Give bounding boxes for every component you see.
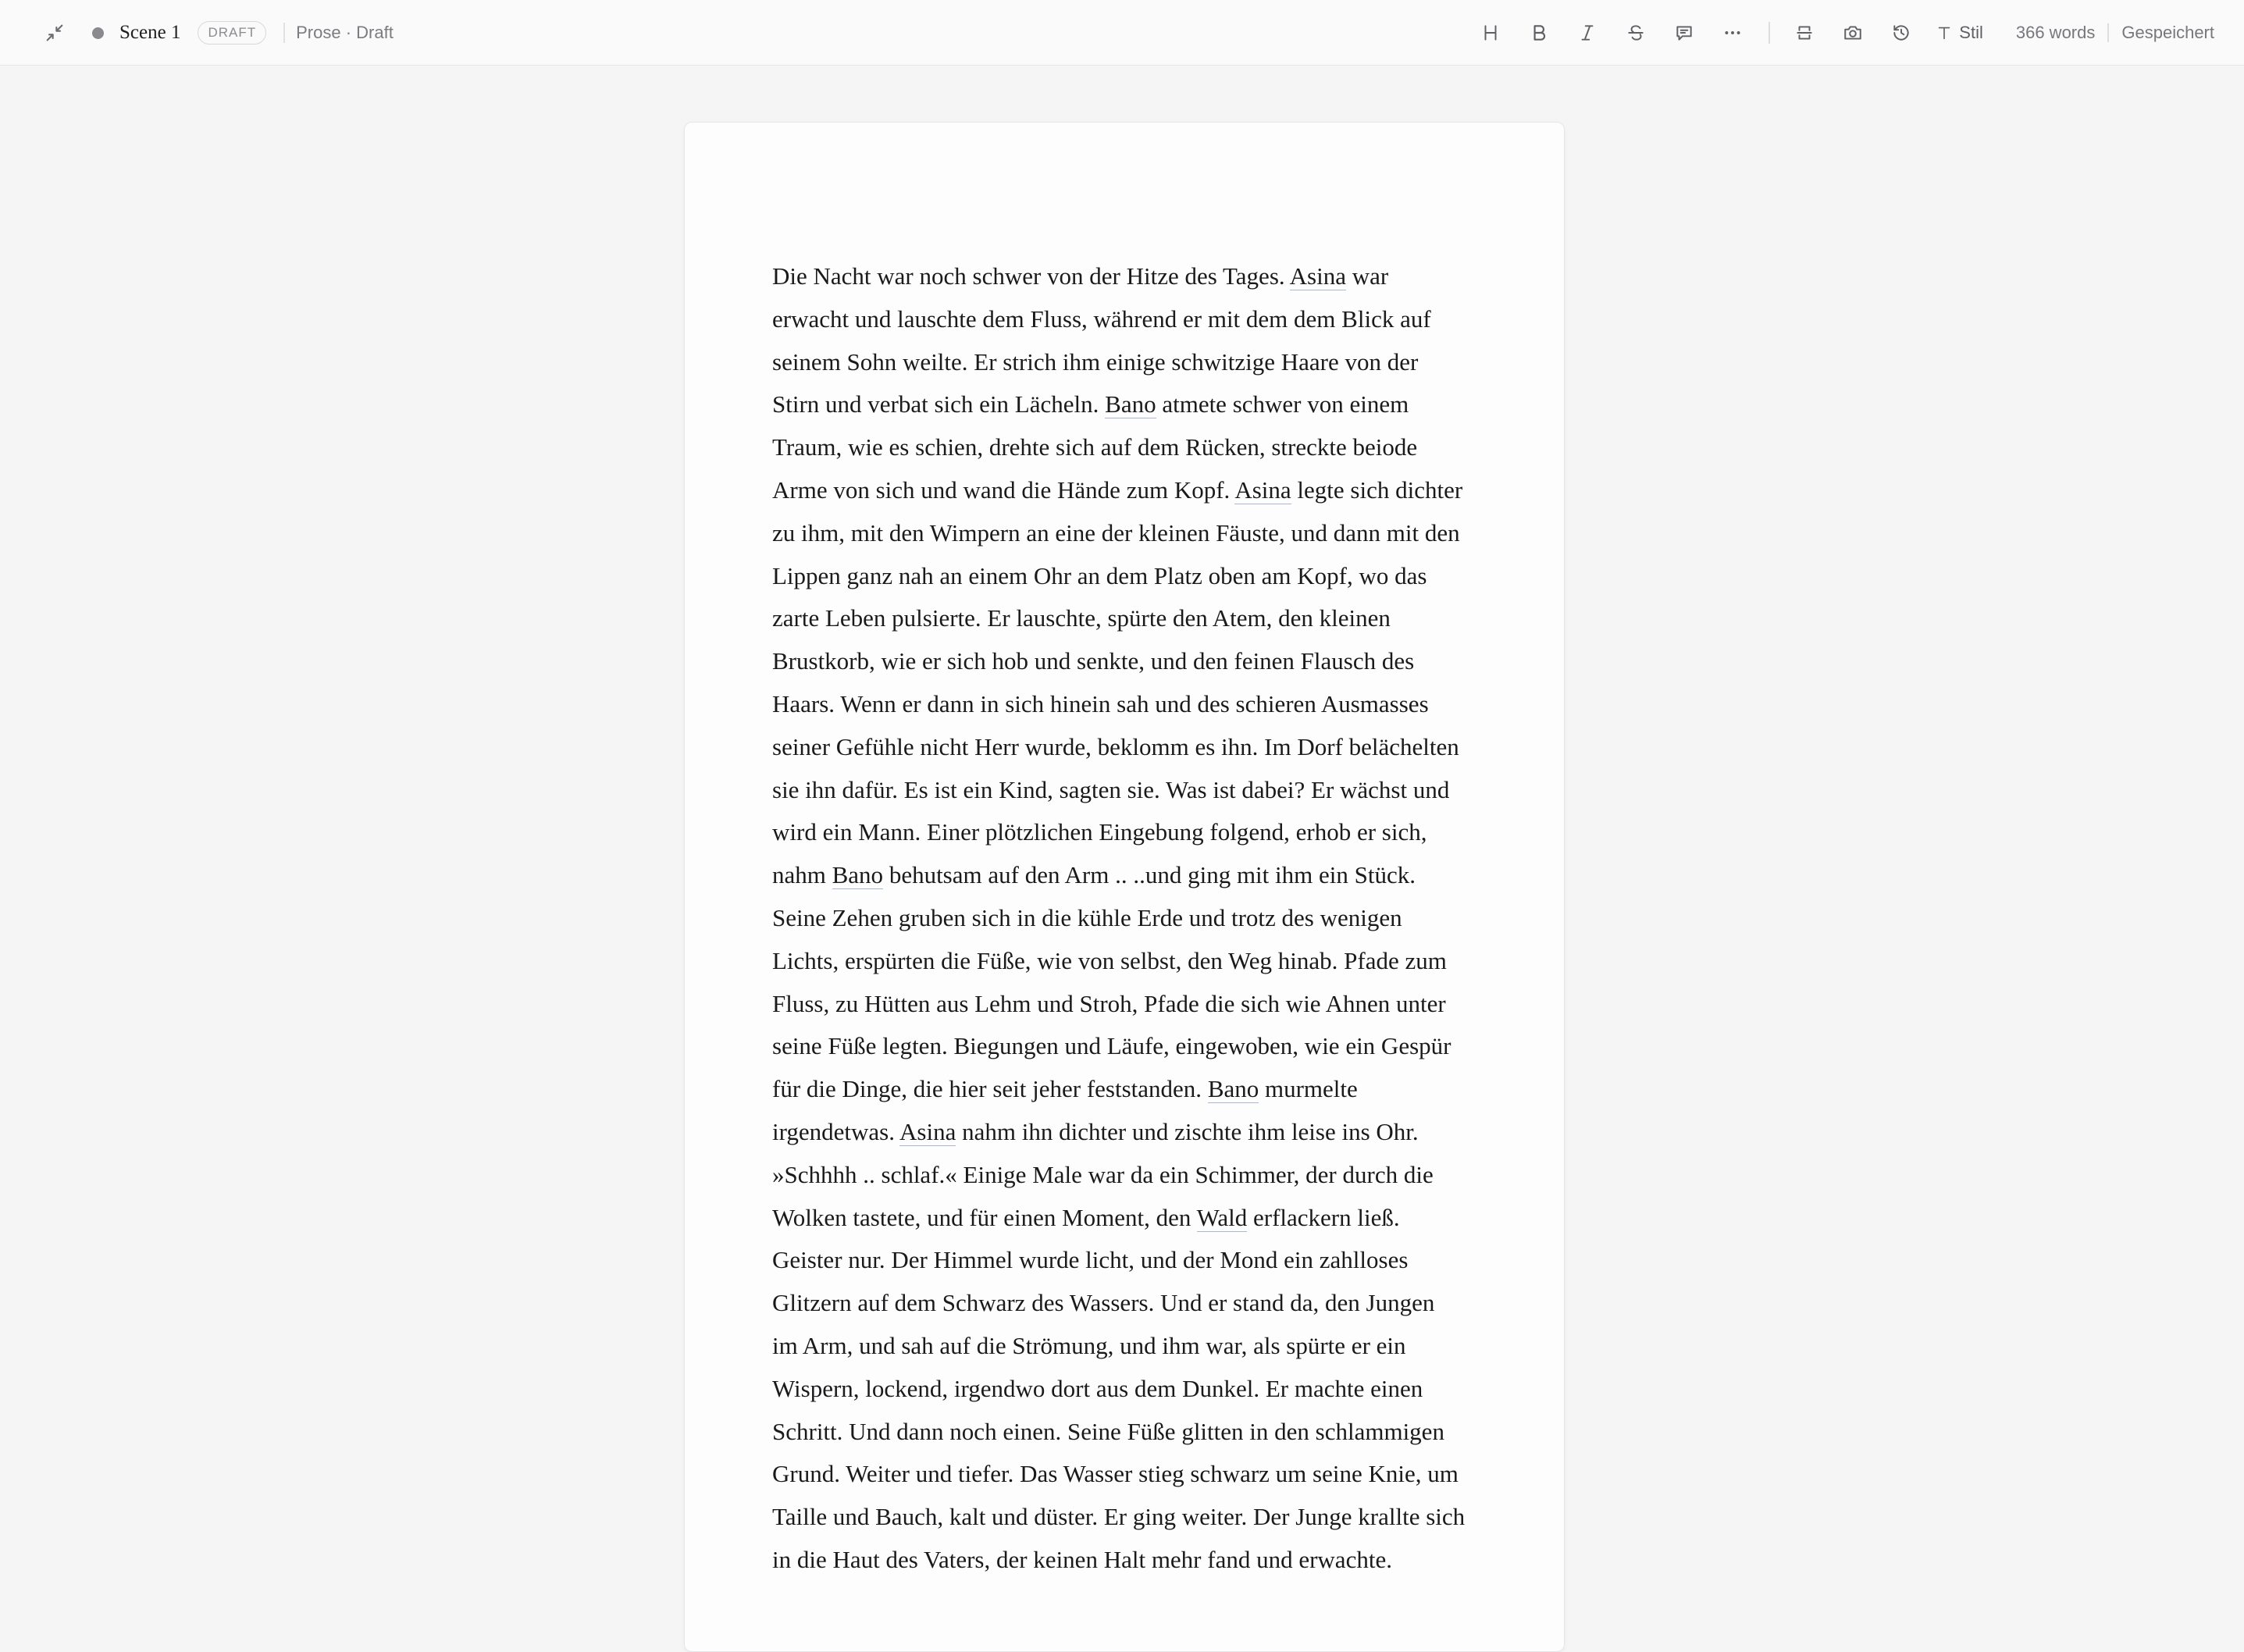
word-count: 366 words <box>2015 23 2096 42</box>
prose-line <box>772 683 1483 726</box>
prose-line <box>772 1068 1483 1111</box>
prose-line <box>772 1453 1483 1496</box>
prose-text: Fluss, zu Hütten aus Lehm und Stroh, Pfade die sich wie Ahnen unter <box>772 989 1446 1017</box>
style-button[interactable] <box>1936 23 1983 43</box>
prose-line <box>772 1368 1483 1411</box>
prose-line <box>772 726 1483 769</box>
entity-mention[interactable]: Asina <box>1234 475 1291 504</box>
prose-text: sie ihn dafür. Es ist ein Kind, sagten sie. Was ist dabei? Er wächst und <box>772 775 1450 803</box>
prose-line <box>772 1239 1483 1282</box>
toolbar-right <box>1458 0 2214 66</box>
top-toolbar <box>0 0 2244 66</box>
bold-icon[interactable] <box>1523 17 1555 48</box>
divider <box>1768 22 1770 44</box>
entity-mention[interactable]: Bano <box>832 861 884 889</box>
prose-text: behutsam auf den Arm .. ..und ging mit ihm ein Stück. <box>883 861 1416 889</box>
prose-text: Lippen ganz nah an einem Ohr an dem Platz oben am Kopf, wo das <box>772 561 1427 589</box>
prose-text: atmete schwer von einem <box>1156 390 1409 418</box>
save-status: Gespeichert <box>2121 23 2214 42</box>
scene-title[interactable]: Scene 1 <box>119 22 181 43</box>
status-dot <box>92 27 104 39</box>
prose-text: Grund. Weiter und tiefer. Das Wasser stieg schwarz um seine Knie, um <box>772 1460 1459 1488</box>
divider <box>2107 23 2109 42</box>
prose-line <box>772 341 1483 384</box>
prose-line <box>772 383 1483 426</box>
prose-text: im Arm, und sah auf die Strömung, und ihm war, als spürte er ein <box>772 1331 1406 1359</box>
breadcrumb: Prose · Draft <box>296 23 394 42</box>
prose-text: erwacht und lauschte dem Fluss, während er mit dem dem Blick auf <box>772 304 1431 333</box>
prose-line <box>772 1411 1483 1454</box>
prose-line <box>772 469 1483 512</box>
entity-mention[interactable]: Wald <box>1196 1203 1248 1231</box>
prose-text: Stirn und verbat sich ein Lächeln. <box>772 390 1106 418</box>
prose-line <box>772 640 1483 683</box>
prose-line <box>772 597 1483 640</box>
prose-line <box>772 512 1483 555</box>
prose-line <box>772 1025 1483 1068</box>
entity-mention[interactable]: Bano <box>1105 390 1156 418</box>
prose-text: seiner Gefühle nicht Herr wurde, beklomm es ihn. Im Dorf belächelten <box>772 732 1459 760</box>
prose-line <box>772 1197 1483 1240</box>
prose-line <box>772 255 1483 298</box>
prose-text: »Schhhh .. schlaf.« Einige Male war da ein Schimmer, der durch die <box>772 1160 1434 1188</box>
prose-text: erflackern ließ. <box>1247 1203 1400 1231</box>
prose-line <box>772 854 1483 897</box>
prose-text: Seine Zehen gruben sich in die kühle Erde und trotz des wenigen <box>772 903 1402 931</box>
prose-line <box>772 555 1483 598</box>
divider <box>283 23 285 43</box>
prose-text: zu ihm, mit den Wimpern an eine der kleinen Fäuste, und dann mit den <box>772 518 1460 547</box>
prose-editor[interactable] <box>772 255 1483 1582</box>
comment-icon[interactable] <box>1669 17 1700 48</box>
prose-line <box>772 983 1483 1026</box>
prose-line <box>772 1282 1483 1325</box>
prose-text: Lichts, erspürten die Füße, wie von selbst, den Weg hinab. Pfade zum <box>772 946 1447 974</box>
entity-mention[interactable]: Asina <box>899 1117 956 1145</box>
prose-text: Die Nacht war noch schwer von der Hitze des Tages. <box>772 262 1290 290</box>
prose-line <box>772 1539 1483 1582</box>
heading-icon[interactable] <box>1475 17 1506 48</box>
document-page[interactable] <box>684 122 1565 1652</box>
prose-text: für die Dinge, die hier seit jeher feststanden. <box>772 1075 1208 1103</box>
prose-line <box>772 298 1483 341</box>
prose-text: Arme von sich und wand die Hände zum Kopf. <box>772 475 1235 504</box>
text-style-icon <box>1936 24 1953 41</box>
prose-text: Taille und Bauch, kalt und düster. Er ging weiter. Der Junge krallte sich <box>772 1503 1466 1531</box>
prose-text: Glitzern auf dem Schwarz des Wassers. Und er stand da, den Jungen <box>772 1289 1435 1317</box>
prose-text: Traum, wie es schien, drehte sich auf dem Rücken, streckte beiode <box>772 433 1418 461</box>
prose-text: legte sich dichter <box>1291 475 1463 504</box>
prose-text: Haars. Wenn er dann in sich hinein sah und des schieren Ausmasses <box>772 689 1429 717</box>
prose-text: zarte Leben pulsierte. Er lauschte, spürte den Atem, den kleinen <box>772 604 1391 632</box>
prose-text: Geister nur. Der Himmel wurde licht, und der Mond ein zahlloses <box>772 1246 1409 1274</box>
prose-line <box>772 940 1483 983</box>
prose-line <box>772 426 1483 469</box>
status-badge[interactable]: DRAFT <box>198 21 266 45</box>
prose-text: Wispern, lockend, irgendwo dort aus dem Dunkel. Er machte einen <box>772 1374 1423 1402</box>
split-icon[interactable] <box>1789 17 1820 48</box>
prose-text: Wolken tastete, und für einen Moment, den <box>772 1203 1197 1231</box>
prose-text: Schritt. Und dann noch einen. Seine Füße glitten in den schlammigen <box>772 1417 1444 1445</box>
prose-line <box>772 1496 1483 1539</box>
style-label: Stil <box>1959 23 1983 42</box>
prose-line <box>772 1111 1483 1154</box>
camera-icon[interactable] <box>1837 17 1868 48</box>
prose-text: in die Haut des Vaters, der keinen Halt mehr fand und erwachte. <box>772 1545 1392 1573</box>
prose-text: nahm <box>772 861 832 889</box>
prose-line <box>772 897 1483 940</box>
prose-text: Brustkorb, wie er sich hob und senkte, und den feinen Flausch des <box>772 647 1415 675</box>
prose-text: murmelte <box>1259 1075 1358 1103</box>
prose-text: war <box>1346 262 1389 290</box>
entity-mention[interactable]: Asina <box>1289 262 1346 290</box>
collapse-icon[interactable] <box>41 19 69 47</box>
more-icon[interactable] <box>1717 17 1748 48</box>
entity-mention[interactable]: Bano <box>1207 1075 1259 1103</box>
prose-line <box>772 1154 1483 1197</box>
prose-text: seinem Sohn weilte. Er strich ihm einige schwitzige Haare von der <box>772 347 1419 376</box>
prose-line <box>772 811 1483 854</box>
prose-text: seine Füße legten. Biegungen und Läufe, eingewoben, wie ein Gespür <box>772 1032 1451 1060</box>
prose-text: wird ein Mann. Einer plötzlichen Eingebung folgend, erhob er sich, <box>772 818 1427 846</box>
toolbar-left <box>41 0 394 66</box>
strikethrough-icon[interactable] <box>1620 17 1651 48</box>
prose-text: irgendetwas. <box>772 1117 900 1145</box>
prose-line <box>772 1325 1483 1368</box>
history-icon[interactable] <box>1886 17 1917 48</box>
italic-icon[interactable] <box>1572 17 1603 48</box>
prose-line <box>772 769 1483 812</box>
prose-text: nahm ihn dichter und zischte ihm leise ins Ohr. <box>956 1117 1419 1145</box>
